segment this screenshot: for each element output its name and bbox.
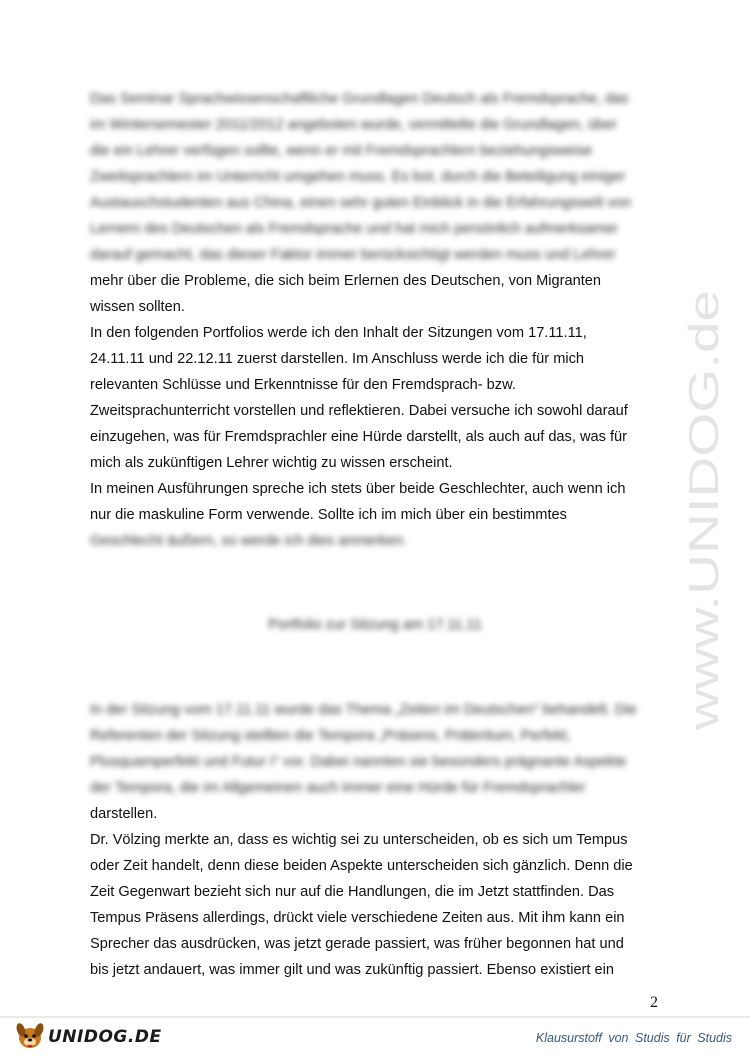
text-line: nur die maskuline Form verwende. Sollte ich im mich über ein bestimmtes [90,507,567,523]
text-line: Zweitsprachunterricht vorstellen und reflektieren. Dabei versuche ich sowohl darauf [90,403,628,419]
text-line: In den folgenden Portfolios werde ich den Inhalt der Sitzungen vom 17.11.11, [90,325,587,341]
dog-mascot-icon [14,1018,46,1057]
text-line: die ein Lehrer verfügen sollte, wenn er mit Fremdsprachlern beziehungsweise [90,143,593,159]
text-line: einzugehen, was für Fremdsprachler eine Hürde darstellt, als auch auf das, was für [90,429,627,445]
logo-text: UNIDOG.DE [48,1027,162,1047]
text-line: darauf gemacht, das dieser Faktor immer berücksichtigt werden muss und Lehrer [90,247,616,263]
text-line: Zweitsprachlern im Unterricht umgehen muss. Es bot, durch die Beteiligung einiger [90,169,626,185]
text-line: oder Zeit handelt, denn diese beiden Aspekte unterscheiden sich gänzlich. Denn die [90,858,633,874]
text-line: der Tempora, die im Allgemeinen auch immer eine Hürde für Fremdsprachler [90,780,586,796]
text-line: wissen sollten. [90,299,185,315]
text-line: Referenten der Sitzung stellten die Tempora „Präsens, Präteritum, Perfekt, [90,728,571,744]
text-line: mehr über die Probleme, die sich beim Erlernen des Deutschen, von Migranten [90,273,602,289]
footer-tagline: Klausurstoff von Studis für Studis [535,1031,732,1045]
text-line: Das Seminar Sprachwissenschaftliche Grundlagen Deutsch als Fremdsprache, das [90,91,629,107]
text-line: bis jetzt andauert, was immer gilt und was zukünftig passiert. Ebenso existiert ein [90,962,614,978]
text-line: Lernern des Deutschen als Fremdsprache und hat mich persönlich aufmerksamer [90,221,619,237]
text-line: Sprecher das ausdrücken, was jetzt gerade passiert, was früher begonnen hat und [90,936,624,952]
watermark-text: www.UNIDOG.de [680,403,727,730]
text-line: Zeit Gegenwart bezieht sich nur auf die Handlungen, die im Jetzt stattfinden. Das [90,884,615,900]
text-line: Dr. Völzing merkte an, dass es wichtig sei zu unterscheiden, ob es sich um Tempus [90,832,628,848]
text-line: mich als zukünftigen Lehrer wichtig zu wissen erscheint. [90,455,453,471]
text-line: darstellen. [90,806,158,822]
text-line: Geschlecht äußern, so werde ich dies anmerken. [90,533,408,549]
text-line: In meinen Ausführungen spreche ich stets über beide Geschlechter, auch wenn ich [90,481,626,497]
unidog-logo [14,1017,162,1057]
text-line: Austauschstudenten aus China, einen sehr guten Einblick in die Erfahrungswelt von [90,195,632,211]
text-line: Plusquamperfekt und Futur I“ vor. Dabei nannten sie besonders prägnante Aspekte [90,754,627,770]
text-line: relevanten Schlüsse und Erkenntnisse für den Fremdsprach- bzw. [90,377,516,393]
page-number: 2 [650,994,658,1011]
section-heading: Portfolio zur Sitzung am 17.11.11 [268,617,482,633]
text-line: Tempus Präsens allerdings, drückt viele verschiedene Zeiten aus. Mit ihm kann ein [90,910,625,926]
text-line: In der Sitzung vom 17.11.11 wurde das Thema „Zeiten im Deutschen“ behandelt. Die [90,702,637,718]
watermark [680,290,727,730]
text-line: 24.11.11 und 22.12.11 zuerst darstellen. Im Anschluss werde ich die für mich [90,351,585,367]
text-line: im Wintersemester 2011/2012 angeboten wurde, vermittelte die Grundlagen, über [90,117,618,133]
